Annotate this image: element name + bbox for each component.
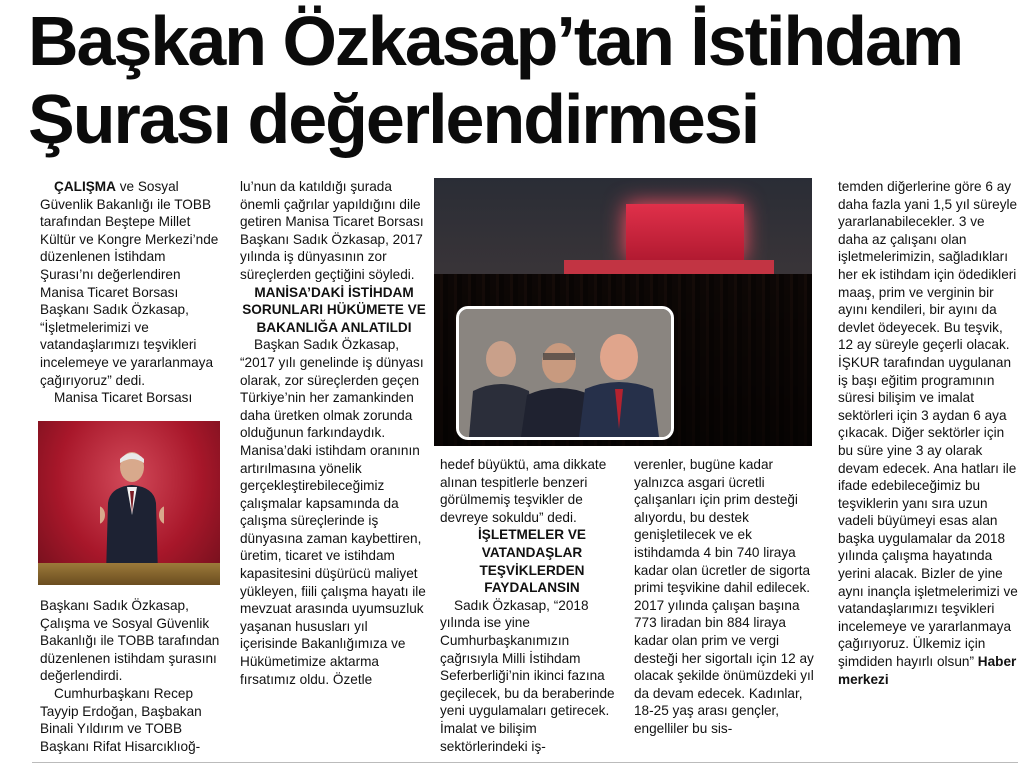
speaker-figure <box>100 445 164 575</box>
subheading-1: MANİSA’DAKİ İSTİHDAM SORUNLARI HÜKÜMETE VE BAKANLIĞA ANLATILDI <box>242 284 426 335</box>
intro-paragraph <box>40 178 220 389</box>
column-1-continued <box>40 597 224 755</box>
headline-line-1: Başkan Özkasap’tan İstihdam <box>28 2 963 80</box>
headline-line-2: Şurası değerlendirmesi <box>28 80 759 158</box>
column-3-paragraph-2: Sadık Özkasap, “2018 yılında ise yine Cumhurbaşkanımızın çağrısıyla Milli İstihdam Seferberliği’nin ikinci fazına geçilecek, bu da beraberinde yeni uygulamaları getirecek. İmalat ve bilişim sektörlerindeki iş- <box>440 597 615 754</box>
inset-photo <box>456 306 674 440</box>
stage <box>564 260 774 274</box>
erdogan-photo <box>38 421 220 585</box>
column-5 <box>838 178 1018 688</box>
stage-screen <box>626 204 744 260</box>
column-1 <box>40 178 220 407</box>
lectern <box>38 563 220 585</box>
column-2-paragraph-2: Başkan Sadık Özkasap, “2017 yılı genelinde iş dünyası olarak, zor süreçlerden geçen Türkiye’nin her zamankinden daha üretken olmak zorunda olduğunun farkındaydık. Manisa’daki istihdam oranının artırılmasına yönelik gerçekleştirebileceğimiz çalışmalar kapsamında da çalışma süreçlerinde iş dünyasına zaman kaybettiren, üretim, ticaret ve istihdam kapasitesini düşürücü maliyet yükleyen, fiili çalışma hayatı ile mevzuat arasında uyumsuzluk yaşanan hususları yıl içerisinde Bakanlığımıza ve Hükümetimize aktarma fırsatımız oldu. Özetle <box>240 337 426 687</box>
kicker: ÇALIŞMA <box>54 179 116 194</box>
subheading-2: İŞLETMELER VE VATANDAŞLAR TEŞVİKLERDEN FAYDALANSIN <box>477 527 586 596</box>
byline: Haber merkezi <box>838 654 1017 687</box>
bottom-rule <box>32 762 1018 763</box>
column-1-paragraph-2: Manisa Ticaret Borsası <box>54 390 193 406</box>
column-5-paragraph-1 <box>838 178 1018 688</box>
column-4 <box>634 456 820 738</box>
intro-text: ve Sosyal Güvenlik Bakanlığı ile TOBB tarafından Beştepe Millet Kültür ve Kongre Merkezi’nde düzenlenen İstihdam Şurası’nı değerlendiren Manisa Ticaret Borsası Başkanı Sadık Özkasap, “İşletmelerimizi ve vatandaşlarımızı teşvikleri incelemeye ve yararlanmaya çağırıyoruz” dedi. <box>40 179 219 388</box>
column-2 <box>240 178 428 688</box>
column-1-paragraph-3: Başkanı Sadık Özkasap, Çalışma ve Sosyal Güvenlik Bakanlığı ile TOBB tarafından düzenlenen istihdam şurasını değerlendirdi. <box>40 598 220 684</box>
column-2-paragraph-1: lu’nun da katıldığı şurada önemli çağrılar yapıldığını dile getiren Manisa Ticaret Borsası Başkanı Sadık Özkasap, 2017 yılında iş dünyasının zor süreçlerden geçtiğini söyledi. <box>240 179 424 282</box>
three-men-figures <box>459 309 671 437</box>
column-1-paragraph-4: Cumhurbaşkanı Recep Tayyip Erdoğan, Başbakan Binali Yıldırım ve TOBB Başkanı Rifat Hisarcıklıoğ- <box>40 685 202 754</box>
column-3-paragraph-1: hedef büyüktü, ama dikkate alınan tespitlerle benzeri görülmemiş teşvikler de devreye sokuldu” dedi. <box>440 457 607 525</box>
column-5-text: temden diğerlerine göre 6 ay daha fazla yani 1,5 yıl süreyle yararlanabilecekler. 3 ve daha az çalışanı olan işletmelerimizin, sağladıkları her ek istihdam için ödedikleri maaş, prim ve verginin bir ayını kendileri, bir ayını da devlet ödeyecek. Bu teşvik, 12 ay süreyle geçerli olacak. İŞKUR tarafından uygulanan iş başı eğitim programının süresi bilişim ve imalat sektörleri için 3 aydan 6 aya çıkacak. Diğer sektörler için bu süre yine 3 ay olarak devam edecek. Ana hatları ile ifade edebileceğimiz bu teşviklerin yanı sıra uzun vadeli büyümeyi esas alan başka uygulamalar da 2018 yılında çalışma hayatında yerini alacak. Bizler de yine aynı inançla işletmelerimizi ve vatandaşlarımızı teşvikleri incelemeye ve yararlanmaya çağırıyoruz. Ülkemiz için şimdiden hayırlı olsun” <box>838 179 1018 670</box>
conference-hall-photo <box>434 178 812 446</box>
column-3 <box>440 456 624 755</box>
headline <box>28 2 1018 158</box>
column-4-paragraph-1: verenler, bugüne kadar yalnızca asgari ücretli çalışanları için prim desteği alıyordu, bu destek genişletilecek ve ek istihdamda 4 bin 740 liraya kadar olan ücretler de sigorta primi teşvikine dahil edilecek. 2017 yılında çalışan başına 773 liradan bin 884 liraya kadar olan prim ve vergi desteği her sigortalı için 12 ay olacak şekilde önümüzdeki yıl da devam edecek. Kadınlar, 18-25 yaş arası gençler, engelliler bu sis- <box>634 457 814 736</box>
